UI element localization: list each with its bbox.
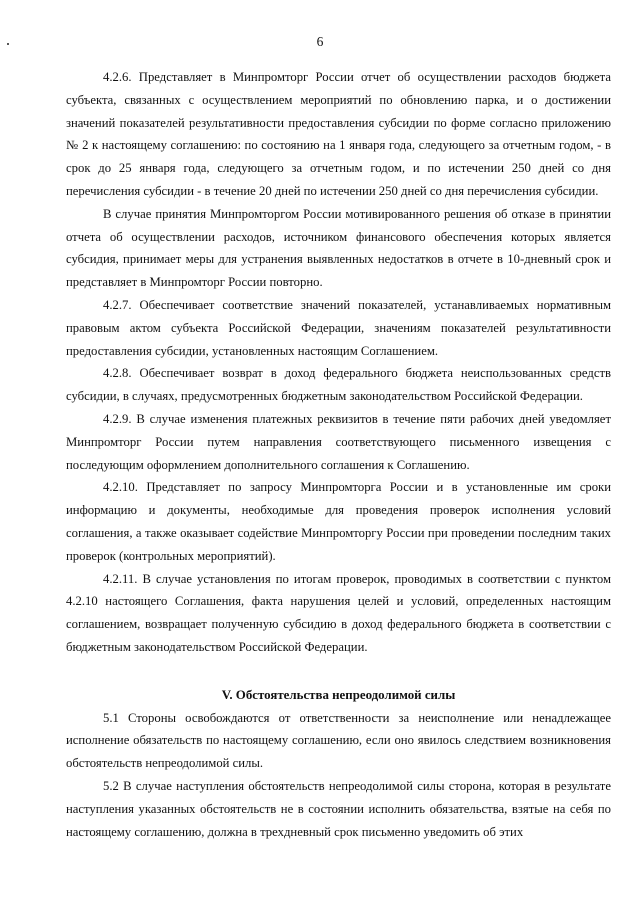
document-body	[66, 66, 611, 843]
paragraph-report-rejection: В случае принятия Минпромторгом России мотивированного решения об отказе в принятии отчета об осуществлении расходов, источником финансового обеспечения которых является субсидия, принимает меры для устранения выявленных недостатков в отчете в 10-дневный срок и представляет в Минпромторг России повторно.	[66, 206, 611, 290]
paragraph-4-2-6: 4.2.6. Представляет в Минпромторг России отчет об осуществлении расходов бюджета субъекта, связанных с осуществлением мероприятий по обновлению парка, и о достижении значений показателей результативности предоставления субсидии по форме согласно приложению № 2 к настоящему соглашению: по состоянию на 1 января года, следующего за отчетным годом, - в срок до 25 января года, следующего за отчетным годом, и по истечении 250 дней со дня перечисления субсидии - в течение 20 дней по истечении 250 дней со дня перечисления субсидии.	[66, 70, 611, 198]
paragraph-4-2-9: 4.2.9. В случае изменения платежных реквизитов в течение пяти рабочих дней уведомляет Минпромторг России путем направления соответствующего письменного извещения с последующим оформлением дополнительного соглашения к Соглашению.	[66, 411, 611, 472]
section-heading: V. Обстоятельства непреодолимой силы	[221, 687, 456, 702]
paragraph-4-2-10: 4.2.10. Представляет по запросу Минпромторга России и в установленные им сроки информацию и документы, необходимые для проведения проверок исполнения условий соглашения, а также оказывает содействие Минпромторгу России при проведении последним таких проверок (контрольных мероприятий).	[66, 480, 611, 563]
paragraph-4-2-8: 4.2.8. Обеспечивает возврат в доход федерального бюджета неиспользованных средств субсидии, в случаях, предусмотренных бюджетным законодательством Российской Федерации.	[66, 366, 611, 404]
paragraph-4-2-11: 4.2.11. В случае установления по итогам проверок, проводимых в соответствии с пунктом 4.2.10 настоящего Соглашения, факта нарушения целей и условий, определенных настоящим соглашением, возвращает полученную субсидию в доход федерального бюджета в соответствии с бюджетным законодательством Российской Федерации.	[66, 571, 611, 654]
paragraph-4-2-7: 4.2.7. Обеспечивает соответствие значений показателей, устанавливаемых нормативным правовым актом субъекта Российской Федерации, значениям показателей результативности предоставления субсидии, установленных настоящим Соглашением.	[66, 297, 611, 358]
paragraph-5-1: 5.1 Стороны освобождаются от ответственности за неисполнение или ненадлежащее исполнение обязательств по настоящему соглашению, если оно явилось следствием возникновения обстоятельств непреодолимой силы.	[66, 710, 611, 771]
page-number: 6	[316, 34, 324, 49]
paragraph-5-2: 5.2 В случае наступления обстоятельств непреодолимой силы сторона, которая в результате наступления указанных обстоятельств не в состоянии исполнить обязательства, взятые на себя по настоящему соглашению, должна в трехдневный срок письменно уведомить об этих	[66, 778, 611, 839]
